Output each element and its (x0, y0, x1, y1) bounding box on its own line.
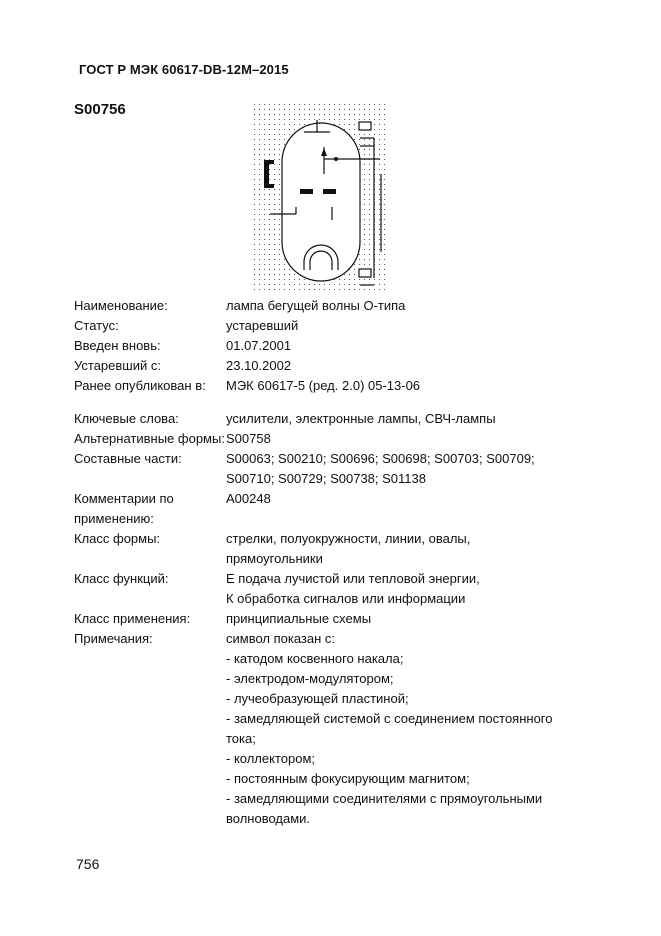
value-keywords: усилители, электронные лампы, СВЧ-лампы (226, 411, 496, 426)
page-number: 756 (76, 856, 100, 872)
property-row-comments (74, 489, 594, 529)
property-row-keywords (74, 409, 594, 429)
property-row-status (74, 316, 594, 336)
value-alternatives: S00758 (226, 431, 271, 446)
label-introduced: Введен вновь: (74, 338, 161, 353)
property-row-components (74, 449, 594, 489)
junction-dot (334, 157, 338, 161)
value-obsolete: 23.10.2002 (226, 358, 292, 373)
label-status: Статус: (74, 318, 119, 333)
property-row-obsolete (74, 356, 594, 376)
label-obsolete: Устаревший с: (74, 358, 161, 373)
property-row-alternatives (74, 429, 594, 449)
value-published: МЭК 60617-5 (ред. 2.0) 05-13-06 (226, 378, 421, 393)
property-row-form-class (74, 529, 594, 569)
waveguide-connector-top (359, 122, 371, 130)
value-notes: символ показан с: - катодом косвенного накала; - электродом-модулятором; - лучеобразующей пластиной; - замедляющей системой с соединением постоянного тока; - коллектором; - постоянным фокусирующим магнитом; - замедляющими соединителями с прямоугольными волноводами. (226, 631, 553, 826)
property-row-name (74, 296, 594, 316)
beam-plate-left (300, 189, 313, 194)
property-list (74, 296, 594, 829)
label-published: Ранее опубликован в: (74, 378, 206, 393)
label-components: Составные части: (74, 451, 182, 466)
value-status: устаревший (226, 318, 299, 333)
tube-envelope (282, 123, 360, 281)
label-application-class: Класс применения: (74, 611, 191, 626)
beam-plate-right (323, 189, 336, 194)
property-row-application-class (74, 609, 594, 629)
property-row-introduced (74, 336, 594, 356)
document-header: ГОСТ Р МЭК 60617-DB-12M–2015 (79, 62, 289, 77)
value-application-class: принципиальные схемы (226, 611, 372, 626)
symbol-code: S00756 (74, 101, 126, 118)
value-introduced: 01.07.2001 (226, 338, 292, 353)
property-row-function-class (74, 569, 594, 609)
waveguide-connector-bottom (359, 269, 371, 277)
value-comments: A00248 (226, 491, 271, 506)
label-notes: Примечания: (74, 631, 153, 646)
tube-symbol-figure (252, 102, 388, 294)
value-form-class: стрелки, полуокружности, линии, овалы, прямоугольники (226, 531, 471, 566)
label-keywords: Ключевые слова: (74, 411, 179, 426)
label-function-class: Класс функций: (74, 571, 169, 586)
label-name: Наименование: (74, 298, 168, 313)
label-comments: Комментарии по применению: (74, 491, 174, 526)
property-row-notes (74, 629, 594, 829)
value-name: лампа бегущей волны О-типа (226, 298, 406, 313)
value-components: S00063; S00210; S00696; S00698; S00703; S00709; S00710; S00729; S00738; S01138 (226, 451, 535, 486)
value-function-class: Е подача лучистой или тепловой энергии, К обработка сигналов или информации (226, 571, 480, 606)
label-form-class: Класс формы: (74, 531, 161, 546)
property-row-published (74, 376, 594, 396)
label-alternatives: Альтернативные формы: (74, 431, 225, 446)
